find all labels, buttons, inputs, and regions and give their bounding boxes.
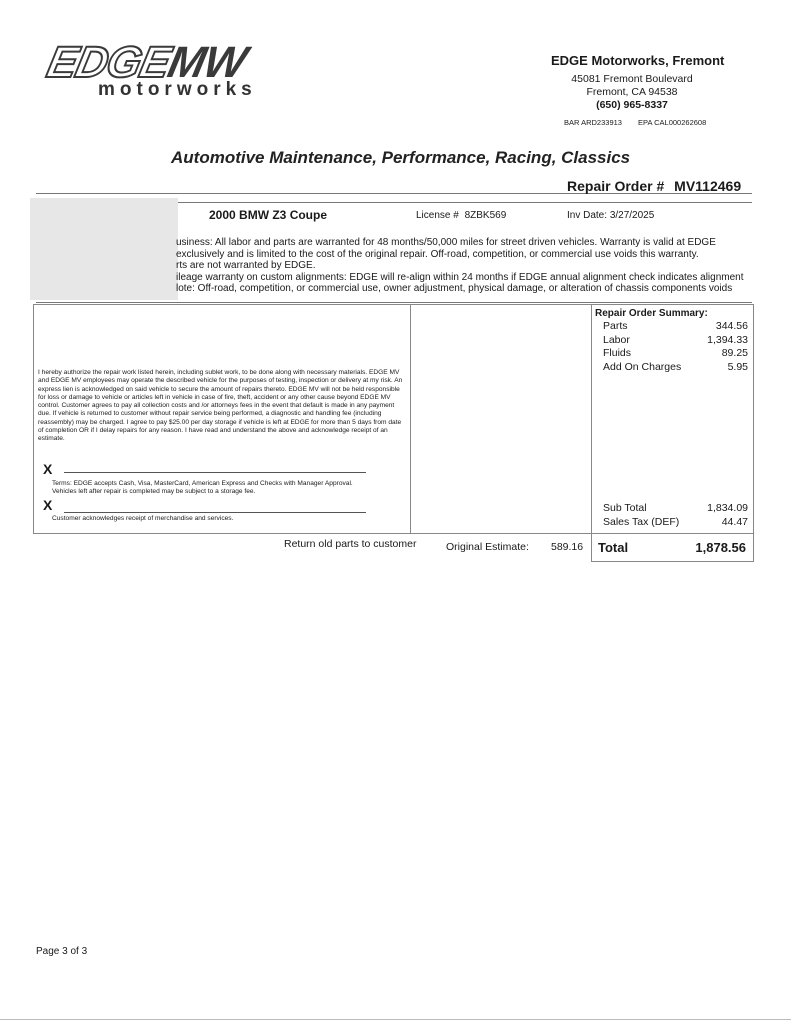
scan-edge [0,1019,791,1020]
authorization-text: I hereby authorize the repair work listed herein, including sublet work, to be done along with necessary materials. EDGE MV and EDGE MV employees may operate the described vehicle for the purposes of testing, inspection or delivery at my risk. An express lien is acknowledged on said vehicle to secure the amount of repairs thereto. EDGE MV will not be held responsible for loss or damage to vehicle or articles left in vehicle in case of fire, theft, accident or any other cause beyond EDGE MV control. Customer agrees to pay all collection costs and /or attorneys fees in the event that default is made in any payment due. If vehicle is returned to customer without repair service being performed, a diagnostic and handling fee (including reassembly) may be charged. I agree to pay $25.00 per day storage if vehicle is left at EDGE for more than 5 days from date of completion OR if I delay repairs for any reason. I have read and understand the above and acknowledge receipt of an estimate. [38,369,403,443]
parts-value: 344.56 [715,320,748,332]
signature-x-mark: X [43,461,53,477]
tagline: Automotive Maintenance, Performance, Racing, Classics [171,148,631,167]
receipt-acknowledgement: Customer acknowledges receipt of merchandise and services. [52,515,234,522]
signature-line[interactable] [64,472,366,473]
warranty-line: rts are not warranted by EDGE. [176,260,316,271]
fluids-label: Fluids [603,347,632,359]
summary-row-addon [603,361,748,373]
tax-value: 44.47 [721,516,748,528]
summary-row-parts [603,320,748,332]
shop-phone: (650) 965-8337 [596,99,668,111]
invoice-date [567,210,654,221]
subtotal-value: 1,834.09 [707,502,748,514]
summary-title: Repair Order Summary: [595,308,708,319]
logo-edge-text: EDGE [42,38,175,87]
license-value: 8ZBK569 [464,210,507,221]
logo-mw-text: MW [163,38,251,87]
invoice-date-value: 3/27/2025 [609,210,655,221]
warranty-divider [36,302,752,303]
shop-epa-number: EPA CAL000262608 [638,118,707,127]
labor-value: 1,394.33 [707,334,748,346]
repair-order-number [567,178,741,194]
subtotal-label: Sub Total [603,502,647,514]
parts-label: Parts [603,320,628,332]
warranty-line: exclusively and is limited to the cost of the original repair. Off-road, competition, or commercial use voids this warranty. [176,249,699,260]
signature-x-mark: X [43,497,53,513]
license [416,210,506,221]
repair-order-label: Repair Order # [567,178,665,194]
vehicle-description: 2000 BMW Z3 Coupe [209,208,328,222]
page-number: Page 3 of 3 [36,946,88,957]
return-parts-note: Return old parts to customer [284,538,417,550]
fluids-value: 89.25 [721,347,748,359]
logo [42,38,314,87]
shop-name: EDGE Motorworks, Fremont [551,53,725,68]
repair-order-value: MV112469 [674,178,742,194]
tax-label: Sales Tax (DEF) [603,516,680,528]
summary-row-labor [603,334,748,346]
total-label: Total [598,540,629,555]
vehicle-divider [176,202,752,203]
warranty-line: lote: Off-road, competition, or commercial use, owner adjustment, physical damage, or alteration of chassis components voids [176,283,733,294]
summary-row-tax [603,516,748,528]
invoice-date-label: Inv Date: [567,210,608,221]
shop-bar-number: BAR ARD233913 [564,118,622,127]
addon-label: Add On Charges [603,361,682,373]
summary-row-fluids [603,347,748,359]
warranty-line: usiness: All labor and parts are warranted for 48 months/50,000 miles for street driven vehicles. Warranty is valid at EDGE [176,237,716,248]
blank-box [410,304,592,534]
addon-value: 5.95 [727,361,748,373]
storage-terms: Vehicles left after repair is completed may be subject to a storage fee. [52,488,256,495]
total-value: 1,878.56 [695,540,746,555]
license-label: License # [416,210,459,221]
logo-subtitle: motorworks [98,79,257,100]
payment-terms: Terms: EDGE accepts Cash, Visa, MasterCard, American Express and Checks with Manager Approval. [52,480,353,487]
labor-label: Labor [603,334,630,346]
shop-street: 45081 Fremont Boulevard [571,73,693,85]
warranty-line: ileage warranty on custom alignments: EDGE will re-align within 24 months if EDGE annual alignment check indicates alignment [176,272,744,283]
signature-line[interactable] [64,512,366,513]
summary-row-subtotal [603,502,748,514]
shop-city: Fremont, CA 94538 [586,86,678,98]
original-estimate-value: 589.16 [551,541,584,553]
original-estimate-label: Original Estimate: [446,541,529,553]
redacted-customer-info [30,198,178,300]
